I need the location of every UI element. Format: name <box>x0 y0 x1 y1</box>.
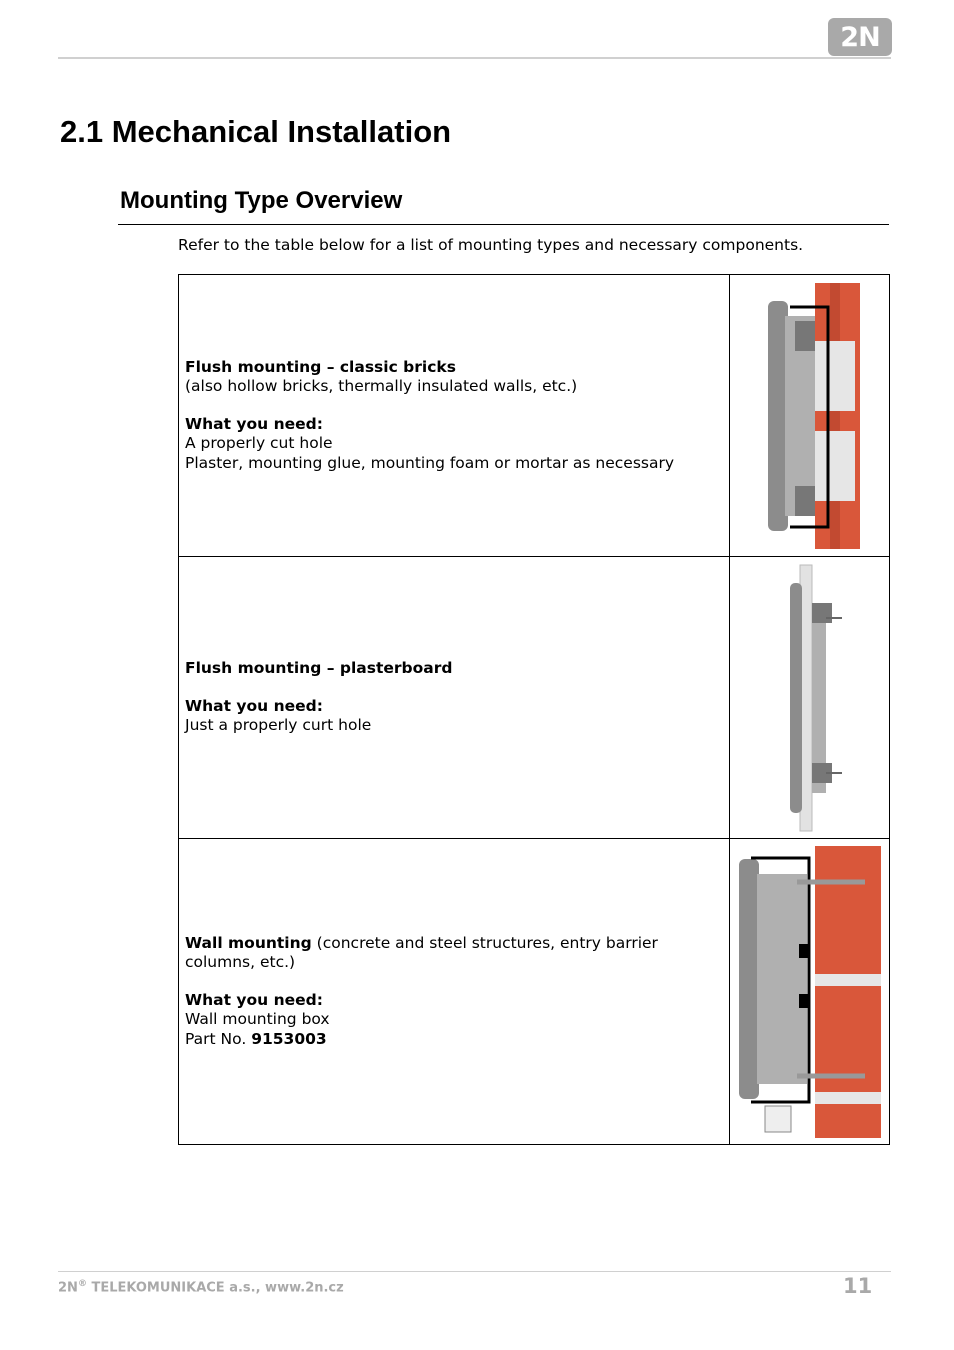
need-line: Plaster, mounting glue, mounting foam or mortar as necessary <box>185 453 675 472</box>
table-row <box>179 839 890 1145</box>
row-text-cell <box>179 275 730 557</box>
wall-mounting-illustration <box>737 844 882 1140</box>
company-logo: 2N <box>828 18 892 56</box>
footer-rule <box>58 1271 891 1272</box>
need-label: What you need: <box>185 414 323 433</box>
table-row <box>179 557 890 839</box>
part-number: 9153003 <box>251 1029 327 1048</box>
need-line: Wall mounting box <box>185 1010 330 1029</box>
row-text-cell <box>179 839 730 1145</box>
row-image-cell <box>730 275 890 557</box>
part-label: Part No. <box>185 1029 252 1048</box>
row-title: Flush mounting – classic bricks <box>185 357 456 376</box>
table-row <box>179 275 890 557</box>
flush-plasterboard-illustration <box>760 563 860 833</box>
row-title: Wall mounting <box>185 933 312 952</box>
need-line: A properly cut hole <box>185 434 333 453</box>
row-image-cell <box>730 839 890 1145</box>
intro-text: Refer to the table below for a list of mounting types and necessary components. <box>178 236 804 254</box>
row-subtitle: (also hollow bricks, thermally insulated walls, etc.) <box>185 377 578 396</box>
need-label: What you need: <box>185 990 323 1009</box>
flush-brick-illustration <box>760 281 860 551</box>
section-rule <box>118 224 889 225</box>
row-image-cell <box>730 557 890 839</box>
need-label: What you need: <box>185 696 323 715</box>
need-line: Just a properly curt hole <box>185 716 372 735</box>
page-number: 11 <box>843 1274 873 1298</box>
row-title-rest: (concrete and steel structures, entry barrier columns, etc.) <box>185 933 658 972</box>
mounting-table <box>178 274 890 1145</box>
row-title: Flush mounting – plasterboard <box>185 659 453 678</box>
page-title: 2.1 Mechanical Installation <box>60 114 452 149</box>
footer-company: 2N® TELEKOMUNIKACE a.s., www.2n.cz <box>58 1279 344 1296</box>
row-text-cell <box>179 557 730 839</box>
section-title: Mounting Type Overview <box>120 187 403 214</box>
header-rule <box>58 57 891 59</box>
